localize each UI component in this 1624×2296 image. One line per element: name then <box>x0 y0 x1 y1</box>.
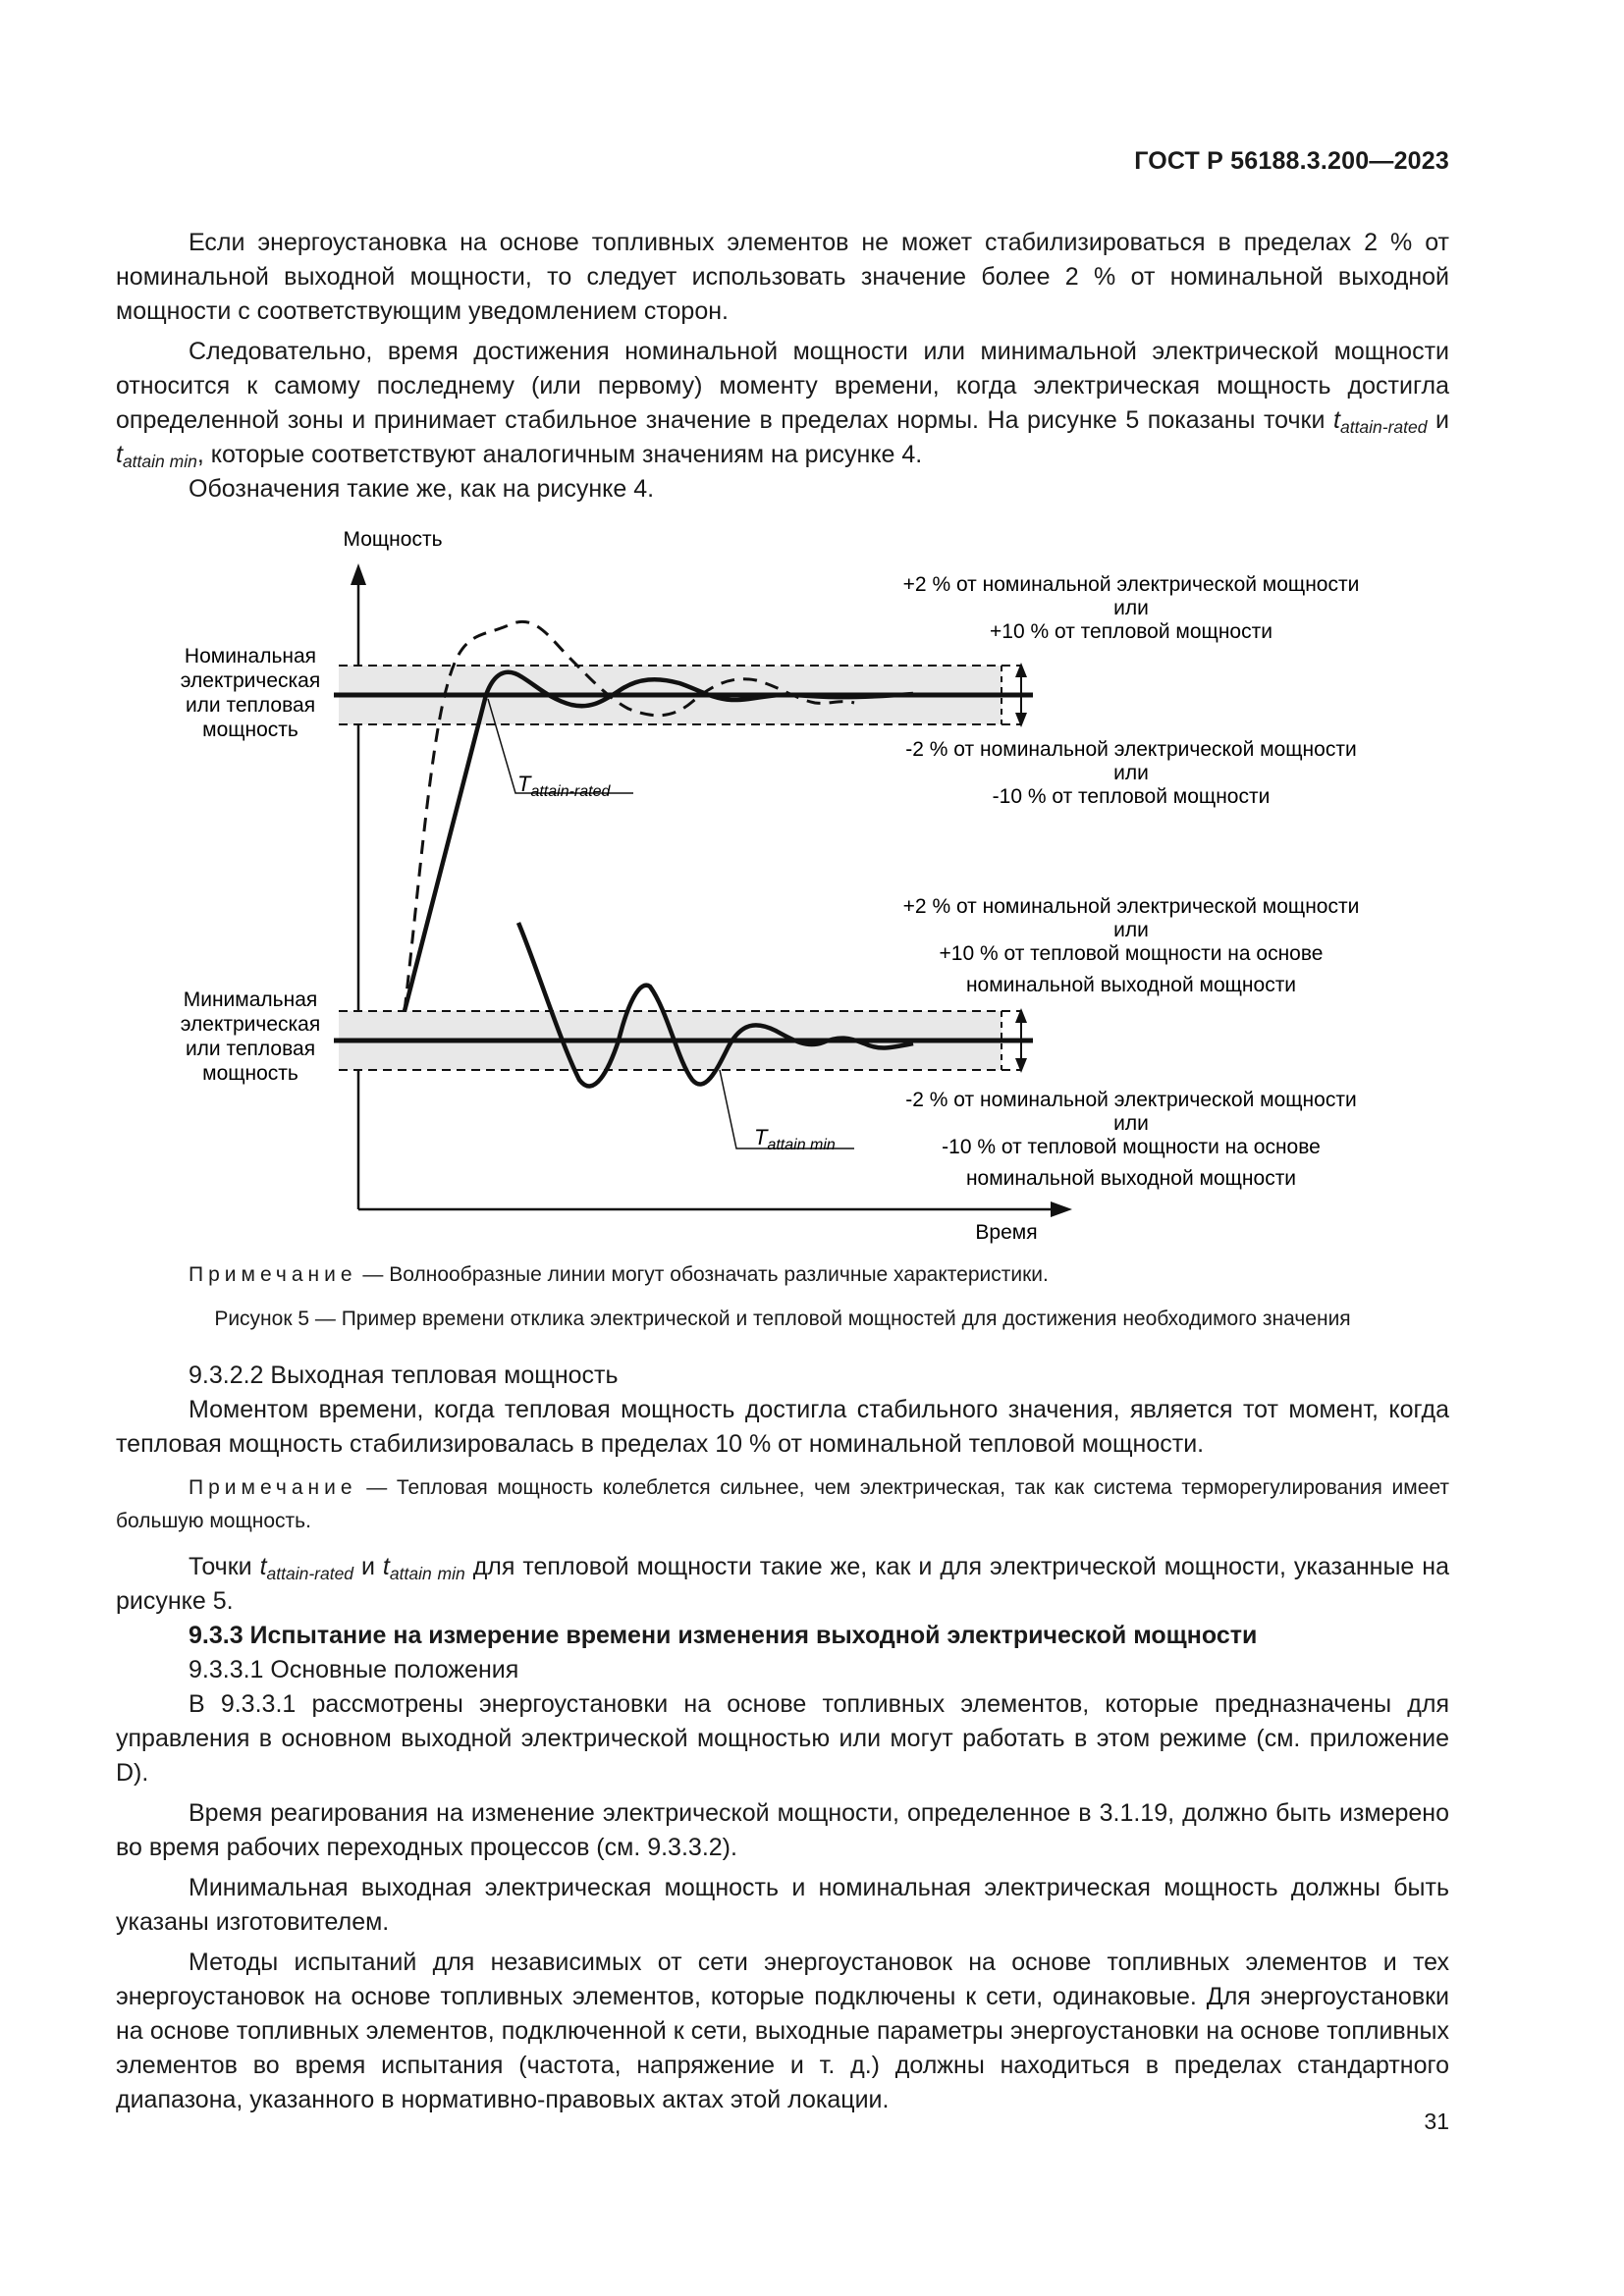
min-upper-tolerance-label <box>903 895 1360 996</box>
x-axis-label: Время <box>975 1221 1038 1244</box>
tolerance-line: +10 % от тепловой мощности <box>990 620 1272 643</box>
tolerance-line: или <box>1113 919 1149 941</box>
paragraph: Минимальная выходная электрическая мощность и номинальная электрическая мощность должны быть указаны изготовителем. <box>116 1874 1449 1936</box>
paragraph: Обозначения такие же, как на рисунке 4. <box>189 475 655 503</box>
tolerance-line: -2 % от номинальной электрической мощности <box>905 1089 1357 1111</box>
paragraph: В 9.3.3.1 рассмотрены энергоустановки на основе топливных элементов, которые предназначены для управления в основном выходной электрической мощностью или могут работать в этом режиме (см. приложение D). <box>116 1690 1449 1787</box>
rated-label-line: Номинальная <box>184 645 317 667</box>
tolerance-line: или <box>1113 762 1149 784</box>
paragraph-start: Точки <box>189 1553 252 1580</box>
figure-notes <box>116 1258 1449 1336</box>
tolerance-line: -10 % от тепловой мощности на основе <box>942 1136 1321 1158</box>
t-attain-min-label: $T_{attain min}$ <box>754 1125 836 1153</box>
tolerance-line: или <box>1113 597 1149 619</box>
lower-text-block <box>116 1359 1449 2117</box>
x-axis-arrow <box>1051 1201 1072 1217</box>
rated-lower-tolerance-label <box>905 738 1356 808</box>
paragraph-tail: для тепловой мощности такие же, как и для электрической мощности, указанные на рисунке 5. <box>116 1553 1449 1615</box>
note-text: — Волнообразные линии могут обозначать различные характеристики. <box>362 1263 1049 1286</box>
tolerance-line: -10 % от тепловой мощности <box>992 785 1271 808</box>
tolerance-line: -2 % от номинальной электрической мощности <box>905 738 1357 761</box>
rated-upper-tolerance-label <box>903 573 1360 643</box>
min-label-line: мощность <box>202 1062 298 1085</box>
t-attain-min: $t_{attain min}$ <box>116 441 197 471</box>
t-attain-rated-label: $T_{attain-rated}$ <box>517 772 611 800</box>
figure-caption: Рисунок 5 — Пример времени отклика электрической и тепловой мощностей для достижения необходимого значения <box>214 1308 1351 1330</box>
rated-label-line: мощность <box>202 719 298 741</box>
y-axis-label: Мощность <box>343 528 443 551</box>
axes <box>351 563 1072 1217</box>
min-label-line: электрическая <box>180 1013 321 1036</box>
tolerance-line: или <box>1113 1112 1149 1135</box>
note <box>116 1258 1449 1292</box>
t-attain-rated: $t_{attain-rated}$ <box>1333 406 1428 437</box>
paragraph: Время реагирования на изменение электрической мощности, определенное в 3.1.19, должно быть измерено во время рабочих переходных процессов (см. 9.3.3.2). <box>116 1799 1449 1861</box>
paragraph <box>116 1550 1449 1619</box>
document-header: ГОСТ Р 56188.3.200—2023 <box>1134 147 1449 175</box>
note-text: — Тепловая мощность колеблется сильнее, чем электрическая, так как система терморегулирования имеет большую мощность. <box>116 1476 1449 1532</box>
rated-label-line: или тепловая <box>185 694 316 717</box>
subsection-heading: 9.3.3.1 Основные положения <box>189 1656 519 1683</box>
paragraph-tail: , которые соответствуют аналогичным значениям на рисунке 4. <box>196 441 923 468</box>
rated-label-line: электрическая <box>180 669 321 692</box>
note-label: Примечание <box>189 1476 357 1499</box>
tolerance-line: номинальной выходной мощности <box>965 1167 1297 1190</box>
and-word: и <box>361 1553 375 1580</box>
t-attain-rated: $t_{attain-rated}$ <box>259 1553 354 1583</box>
and-word: и <box>1435 406 1450 434</box>
tolerance-line: номинальной выходной мощности <box>965 974 1297 996</box>
note <box>116 1471 1449 1538</box>
min-lower-tolerance-label <box>905 1089 1356 1190</box>
page-number: 31 <box>1424 2109 1449 2134</box>
tolerance-line: +10 % от тепловой мощности на основе <box>939 942 1324 965</box>
paragraph-text: Следовательно, время достижения номинальной мощности или минимальной электрической мощности относится к самому последнему (или первому) моменту времени, когда электрическая мощность достигла определенной зоны и принимает стабильное значение в пределах нормы. На рисунке 5 показаны точки <box>116 338 1449 434</box>
t-attain-min: $t_{attain min}$ <box>382 1553 465 1583</box>
min-label-line: Минимальная <box>183 988 318 1011</box>
note-label: Примечание <box>189 1263 357 1286</box>
min-label-line: или тепловая <box>185 1038 316 1060</box>
paragraph: Моментом времени, когда тепловая мощность достигла стабильного значения, является тот момент, когда тепловая мощность стабилизировалась в пределах 10 % от номинальной тепловой мощности. <box>116 1396 1449 1458</box>
tolerance-line: +2 % от номинальной электрической мощности <box>902 573 1360 596</box>
section-heading: 9.3.3 Испытание на измерение времени изменения выходной электрической мощности <box>189 1622 1258 1649</box>
section-heading: 9.3.2.2 Выходная тепловая мощность <box>189 1362 619 1389</box>
paragraph: Методы испытаний для независимых от сети энергоустановок на основе топливных элементов и тех энергоустановок на основе топливных элементов, которые подключены к сети, одинаковые. Для энергоустановки на основе топливных элементов, подключенной к сети, выходные параметры энергоустановки на основе топливных элементов во время испытания (частота, напряжение и т. д.) должны находиться в пределах стандартного диапазона, указанного в нормативно-правовых актах этой локации. <box>116 1949 1449 2113</box>
rated-power-label <box>181 645 320 741</box>
y-axis-arrow <box>351 563 366 585</box>
tolerance-line: +2 % от номинальной электрической мощности <box>902 895 1360 918</box>
min-power-label <box>181 988 320 1085</box>
paragraph: Если энергоустановка на основе топливных элементов не может стабилизироваться в пределах 2 % от номинальной выходной мощности, то следует использовать значение более 2 % от номинальной выходной мощности с соответствующим уведомлением сторон. <box>116 229 1449 325</box>
